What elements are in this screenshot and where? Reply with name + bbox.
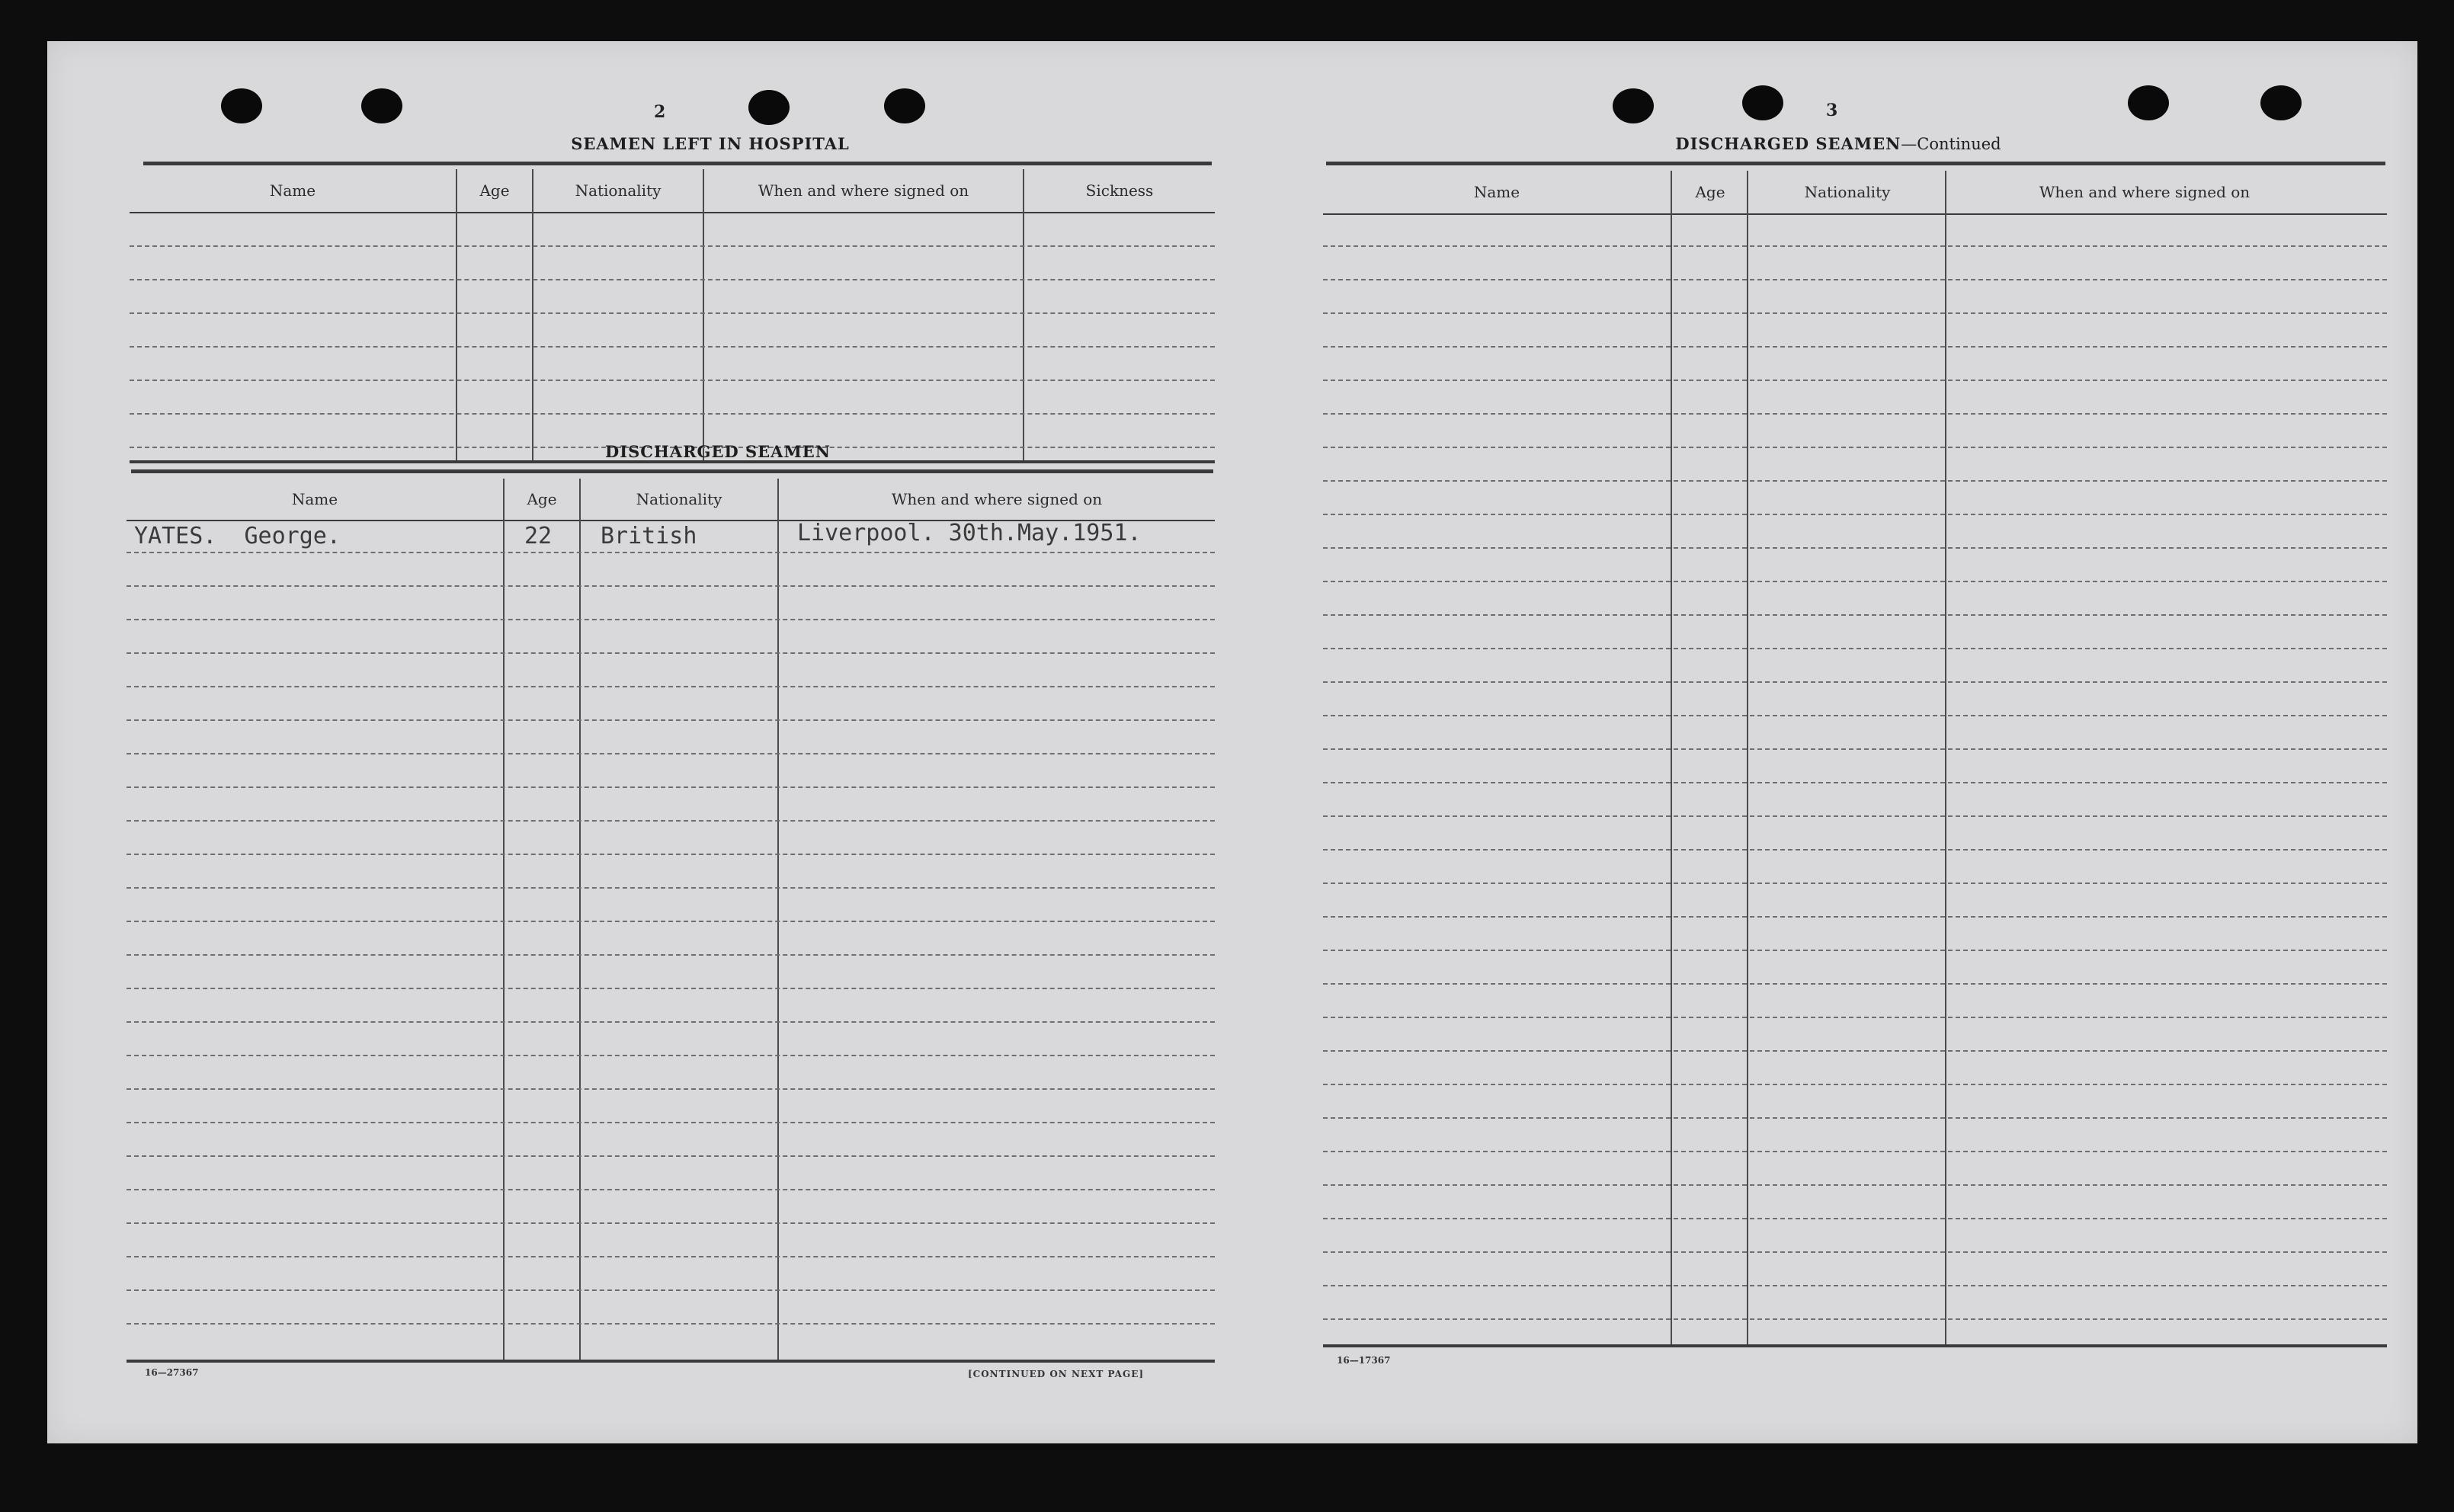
column-divider [532, 169, 533, 462]
page-number: 2 [654, 102, 666, 122]
discharged-continued-table [1323, 171, 2387, 1344]
column-divider [777, 479, 779, 1361]
discharged-section-title: DISCHARGED SEAMEN [605, 442, 831, 461]
ruled-line [130, 312, 1215, 314]
ruled-line [1323, 815, 2387, 817]
ruled-line [127, 887, 1215, 889]
hospital-header-row [130, 169, 1215, 213]
seaman-signed-on: Liverpool. 30th.May.1951. [797, 520, 1142, 546]
punch-hole [884, 88, 925, 123]
title-main: DISCHARGED SEAMEN [1675, 134, 1901, 153]
ruled-line [1323, 245, 2387, 247]
table-bottom-rule [127, 1360, 1215, 1363]
punch-hole [748, 90, 790, 125]
header-rule [131, 469, 1213, 473]
discharged-continued-title [1594, 134, 2082, 153]
column-divider [456, 169, 457, 462]
ruled-line [1323, 1151, 2387, 1152]
col-name-header: Name [269, 181, 316, 200]
continued-note: [CONTINUED ON NEXT PAGE] [968, 1369, 1145, 1379]
ruled-line [1323, 916, 2387, 918]
ruled-line [1323, 715, 2387, 716]
ruled-line [127, 552, 1215, 553]
col-signed-on-header: When and where signed on [2039, 183, 2251, 201]
ruled-line [1323, 983, 2387, 985]
ruled-line [1323, 413, 2387, 415]
ruled-line [127, 1155, 1215, 1157]
ruled-line [127, 1021, 1215, 1023]
punch-hole [1613, 88, 1654, 123]
ruled-line [1323, 1285, 2387, 1286]
punch-hole [1742, 85, 1783, 120]
hospital-table [130, 169, 1215, 465]
col-age-header: Age [1695, 183, 1725, 201]
ruled-line [127, 954, 1215, 956]
ruled-line [127, 619, 1215, 620]
col-age-header: Age [527, 490, 557, 508]
ruled-line [127, 1055, 1215, 1056]
seaman-name: YATES. George. [134, 523, 341, 549]
ruled-line [1323, 648, 2387, 649]
ruled-line [130, 279, 1215, 280]
ruled-line [1323, 883, 2387, 884]
ruled-line [1323, 1251, 2387, 1253]
punch-hole [2260, 85, 2302, 120]
ruled-line [130, 413, 1215, 415]
page-number: 3 [1826, 101, 1838, 120]
ruled-line [127, 854, 1215, 855]
ruled-line [127, 719, 1215, 721]
ruled-line [1323, 1184, 2387, 1186]
col-signed-on-header: When and where signed on [891, 490, 1103, 508]
column-divider [503, 479, 505, 1361]
ruled-line [127, 786, 1215, 788]
header-rule [1326, 162, 2385, 165]
discharged-table [127, 479, 1215, 1369]
punch-hole [361, 88, 402, 123]
ruled-line [1323, 581, 2387, 582]
ruled-line [1323, 748, 2387, 750]
ruled-line [1323, 1084, 2387, 1085]
col-name-header: Name [1473, 183, 1520, 201]
ruled-line [130, 380, 1215, 381]
ruled-line [1323, 681, 2387, 683]
ruled-line [127, 753, 1215, 754]
ruled-line [1323, 950, 2387, 951]
ruled-line [1323, 849, 2387, 850]
col-nationality-header: Nationality [636, 490, 722, 508]
ruled-line [1323, 312, 2387, 314]
discharged-header-row [127, 479, 1215, 521]
ruled-line [1323, 1318, 2387, 1320]
col-nationality-header: Nationality [1804, 183, 1891, 201]
ruled-line [1323, 346, 2387, 348]
punch-hole [221, 88, 262, 123]
seaman-age: 22 [524, 523, 553, 549]
ruled-line [127, 1088, 1215, 1090]
title-continued: —Continued [1901, 135, 2001, 153]
col-sickness-header: Sickness [1085, 181, 1154, 200]
punch-hole [2128, 85, 2169, 120]
col-nationality-header: Nationality [575, 181, 662, 200]
column-divider [579, 479, 581, 1361]
ruled-line [127, 921, 1215, 922]
header-rule [143, 162, 1212, 165]
col-name-header: Name [291, 490, 338, 508]
ruled-line [127, 820, 1215, 822]
ruled-line [127, 1289, 1215, 1291]
ruled-line [130, 346, 1215, 348]
ruled-line [1323, 547, 2387, 549]
col-age-header: Age [479, 181, 510, 200]
ruled-line [127, 1256, 1215, 1257]
col-signed-on-header: When and where signed on [758, 181, 969, 200]
ruled-line [1323, 279, 2387, 280]
ruled-line [130, 245, 1215, 247]
ruled-line [1323, 447, 2387, 448]
ruled-line [1323, 380, 2387, 381]
ruled-line [127, 585, 1215, 587]
continued-header-row [1323, 171, 2387, 215]
ruled-line [1323, 782, 2387, 783]
table-bottom-rule [1323, 1344, 2387, 1347]
ruled-line [127, 988, 1215, 989]
hospital-section-title: SEAMEN LEFT IN HOSPITAL [571, 134, 850, 153]
form-code: 16—17367 [1337, 1355, 1391, 1366]
ruled-line [127, 652, 1215, 654]
ruled-line [127, 1189, 1215, 1190]
ruled-line [127, 1323, 1215, 1325]
ruled-line [127, 1122, 1215, 1123]
ruled-line [1323, 1050, 2387, 1052]
seaman-nationality: British [601, 523, 697, 549]
ruled-line [1323, 514, 2387, 515]
form-code: 16—27367 [145, 1367, 199, 1378]
ruled-line [1323, 480, 2387, 482]
ruled-line [127, 686, 1215, 687]
ruled-line [1323, 614, 2387, 616]
ruled-line [1323, 1017, 2387, 1018]
ruled-line [1323, 1218, 2387, 1219]
ruled-line [1323, 1117, 2387, 1119]
column-divider [1023, 169, 1024, 462]
ruled-line [127, 1222, 1215, 1224]
column-divider [703, 169, 704, 462]
document-sheet [47, 41, 2417, 1443]
